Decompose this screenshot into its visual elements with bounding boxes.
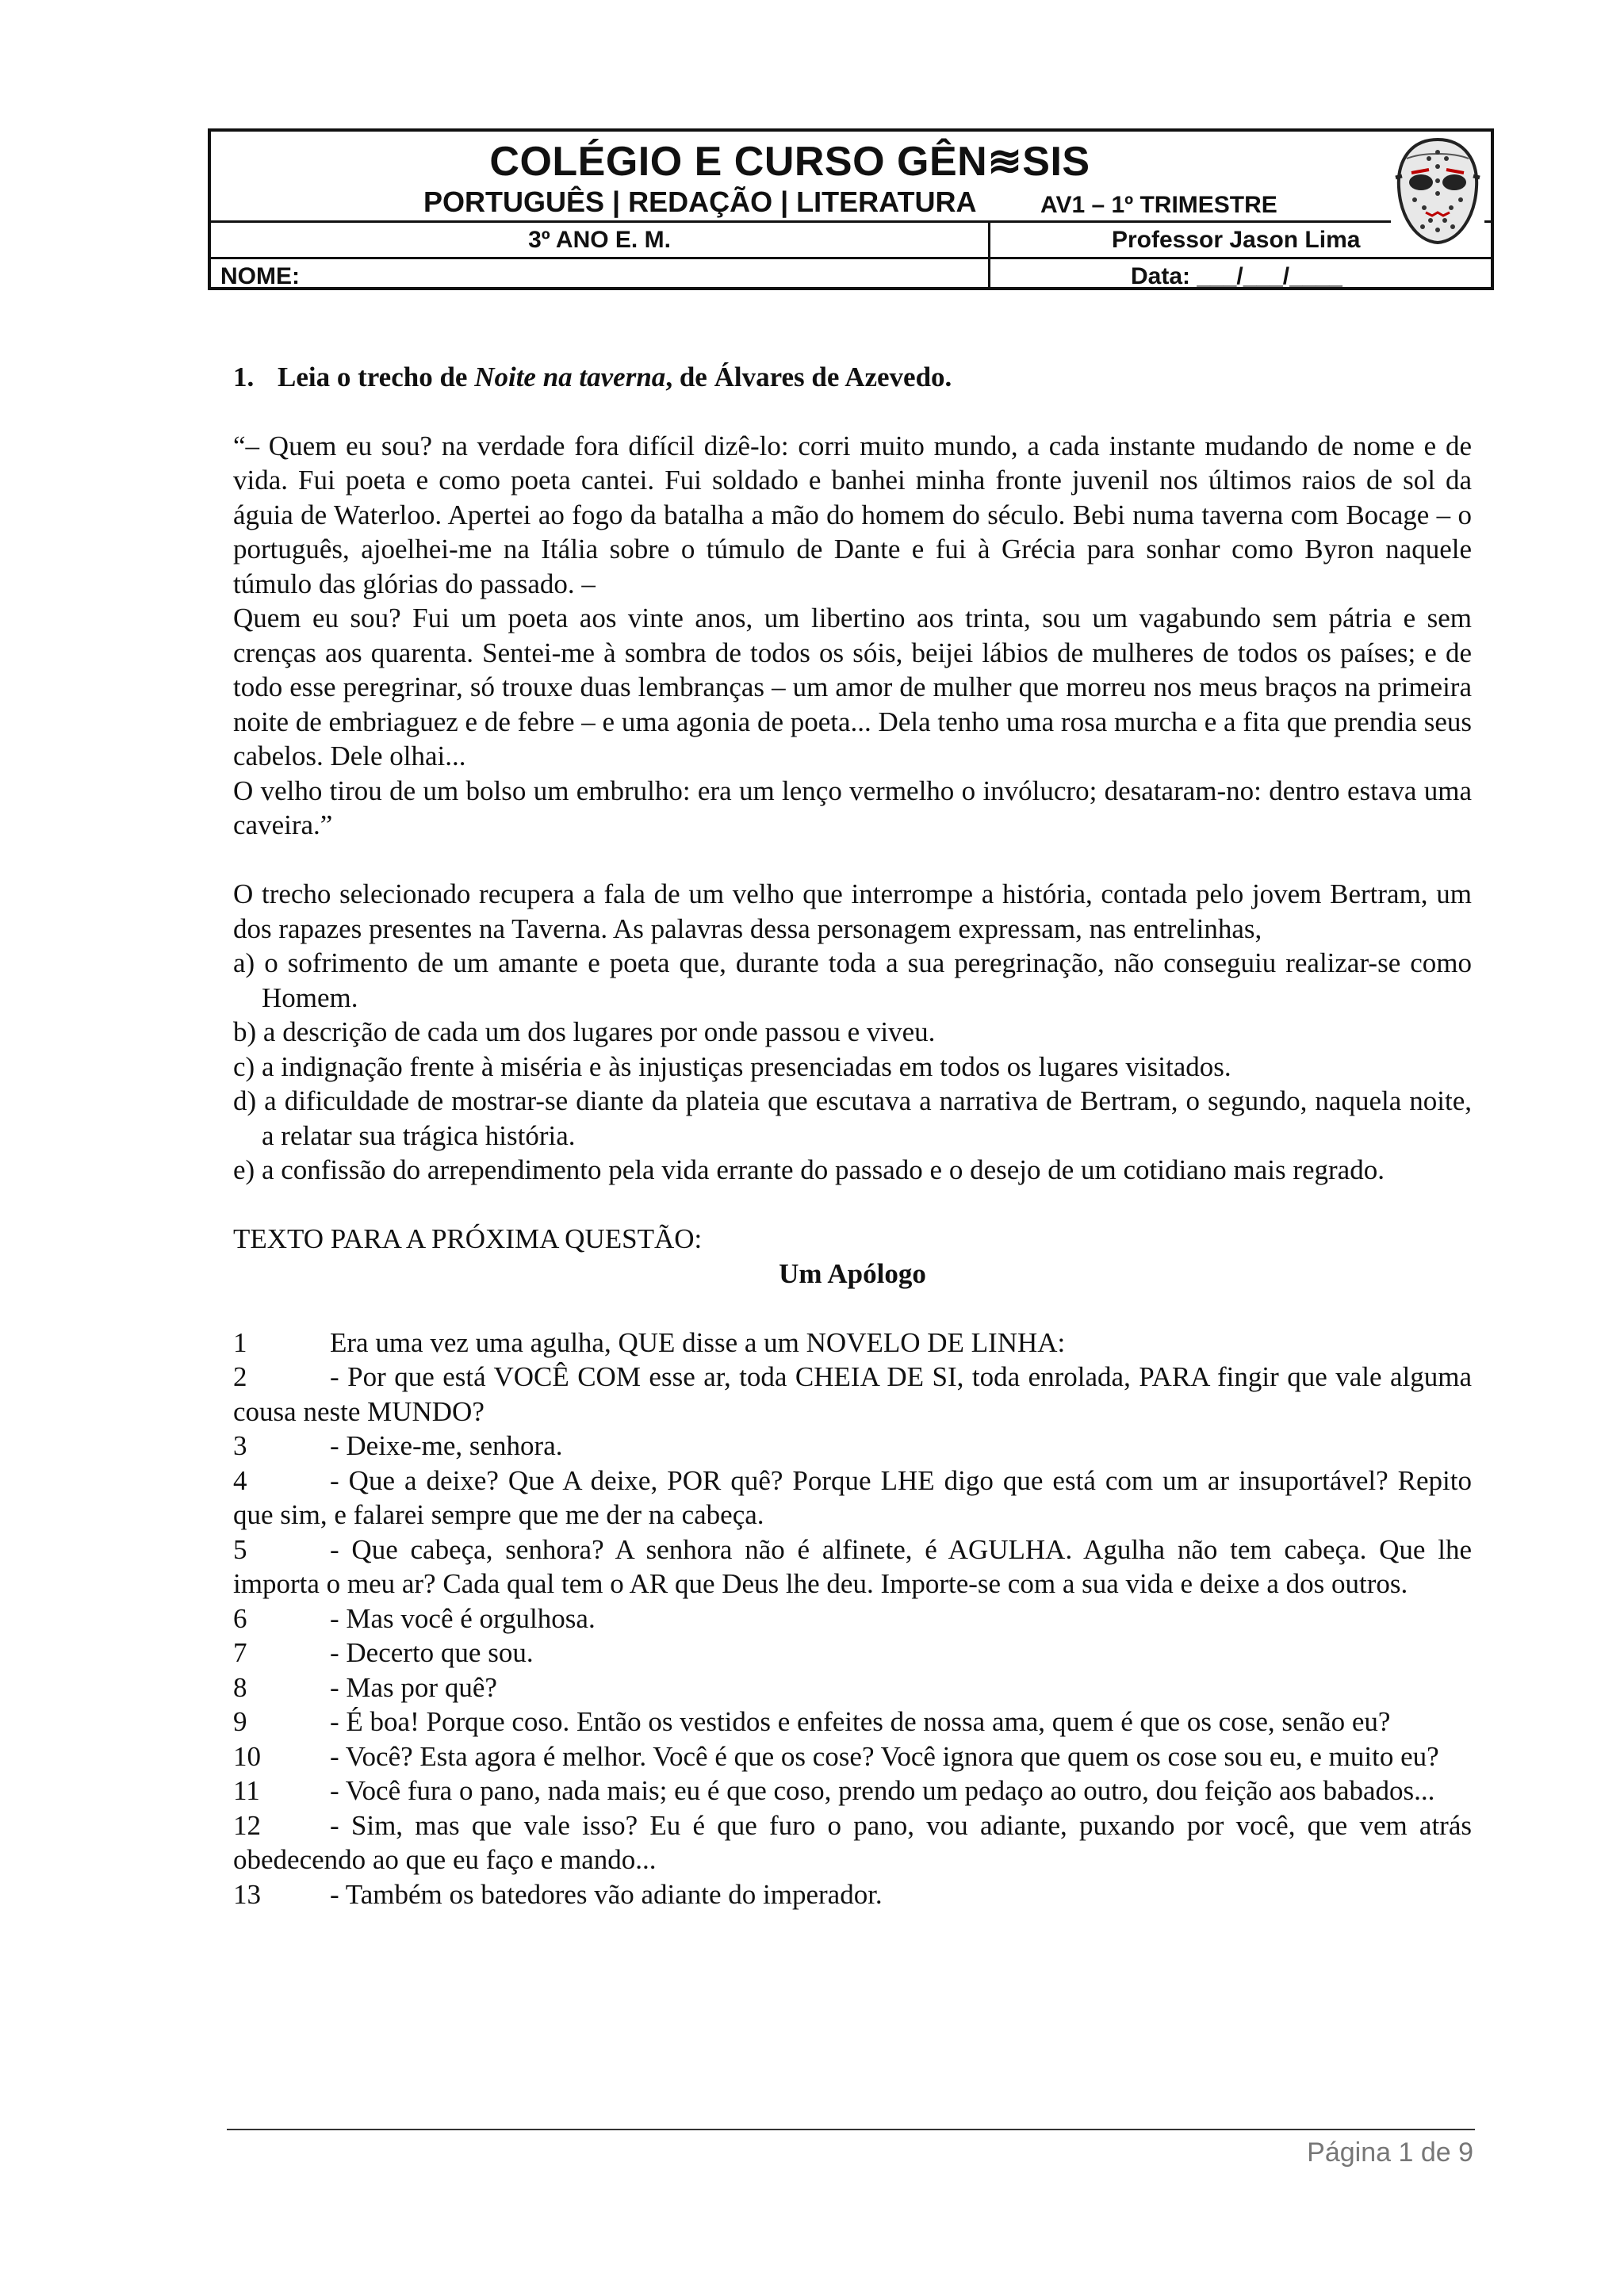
line-text: - Por que está VOCÊ COM esse ar, toda CHEIA DE SI, toda enrolada, PARA fingir que vale alguma cousa neste MUNDO? bbox=[233, 1361, 1472, 1427]
exam-content bbox=[233, 360, 1472, 1911]
quote-paragraph: O velho tirou de um bolso um embrulho: era um lenço vermelho o invólucro; desataram-no: dentro estava uma caveira.” bbox=[233, 775, 1472, 840]
line-number: 9 bbox=[233, 1706, 247, 1737]
header-title-row bbox=[211, 132, 1491, 220]
answer-option-e[interactable]: e) a confissão do arrependimento pela vida errante do passado e o desejo de um cotidiano mais regrado. bbox=[233, 1154, 1385, 1185]
school-name: COLÉGIO E CURSO GÊN≋SIS bbox=[489, 139, 1090, 185]
line-number: 8 bbox=[233, 1671, 247, 1703]
numbered-text bbox=[233, 1326, 1472, 1912]
line-text: - É boa! Porque coso. Então os vestidos e enfeites de nossa ama, quem é que os cose, senão eu? bbox=[330, 1706, 1391, 1737]
line-number: 2 bbox=[233, 1361, 247, 1392]
hockey-mask-icon bbox=[1391, 135, 1484, 246]
text-line bbox=[233, 1636, 1472, 1670]
teacher-label: Professor Jason Lima bbox=[1112, 227, 1361, 253]
line-number: 12 bbox=[233, 1809, 261, 1841]
question-number: 1. bbox=[233, 362, 255, 392]
line-number: 13 bbox=[233, 1878, 261, 1910]
answer-option-a[interactable]: a) o sofrimento de um amante e poeta que, durante toda a sua peregrinação, não conseguiu realizar-se como Homem. bbox=[233, 947, 1472, 1013]
line-text: - Que cabeça, senhora? A senhora não é alfinete, é AGULHA. Agulha não tem cabeça. Que lhe importa o meu ar? Cada qual tem o AR que Deus lhe deu. Importe-se com a sua vida e deixe a dos outros. bbox=[233, 1533, 1472, 1599]
text-line bbox=[233, 1601, 1472, 1636]
answer-option-b[interactable]: b) a descrição de cada um dos lugares por onde passou e viveu. bbox=[233, 1016, 936, 1047]
text-line bbox=[233, 1670, 1472, 1705]
text-line bbox=[233, 1533, 1472, 1601]
question-1-title: 1. Leia o trecho de Noite na taverna, de Álvares de Azevedo. bbox=[233, 360, 1472, 395]
line-number: 10 bbox=[233, 1740, 261, 1772]
line-number: 3 bbox=[233, 1430, 247, 1461]
line-text: - Deixe-me, senhora. bbox=[330, 1430, 563, 1461]
line-text: - Também os batedores vão adiante do imperador. bbox=[330, 1878, 883, 1910]
line-number: 7 bbox=[233, 1637, 247, 1668]
footer-divider bbox=[227, 2129, 1475, 2130]
text-line bbox=[233, 1429, 1472, 1464]
text-line bbox=[233, 1360, 1472, 1429]
line-text: - Mas por quê? bbox=[330, 1671, 497, 1703]
work-title: Noite na taverna bbox=[474, 362, 666, 392]
grade-label: 3º ANO E. M. bbox=[528, 227, 671, 253]
quote-paragraph: Quem eu sou? Fui um poeta aos vinte anos, um libertino aos trinta, sou um vagabundo sem pátria e sem crenças aos quarenta. Sentei-me à sombra de todos os sóis, beijei lábios de mulheres de todos os países; e de todo esse peregrinar, só trouxe duas lembranças – um amor de mulher que morreu nos meus braços na primeira noite de embriaguez e de febre – e uma agonia de poeta... Dela tenho uma rosa murcha e a fita que prendia seus cabelos. Dele olhai... bbox=[233, 603, 1472, 771]
next-text-intro: TEXTO PARA A PRÓXIMA QUESTÃO: bbox=[233, 1223, 703, 1254]
line-number: 1 bbox=[233, 1326, 247, 1358]
text-line bbox=[233, 1774, 1472, 1808]
text-line bbox=[233, 1877, 1472, 1912]
question-prompt: O trecho selecionado recupera a fala de um velho que interrompe a história, contada pelo jovem Bertram, um dos rapazes presentes na Taverna. As palavras dessa personagem expressam, nas entrelinhas, bbox=[233, 878, 1472, 944]
header-name-row bbox=[211, 257, 1491, 290]
line-number: 11 bbox=[233, 1775, 260, 1806]
line-number: 4 bbox=[233, 1464, 247, 1496]
answer-option-c[interactable]: c) a indignação frente à miséria e às injustiças presenciadas em todos os lugares visitados. bbox=[233, 1050, 1231, 1082]
line-number: 5 bbox=[233, 1533, 247, 1565]
page-number: Página 1 de 9 bbox=[1307, 2137, 1473, 2168]
line-text: - Você fura o pano, nada mais; eu é que coso, prendo um pedaço ao outro, dou feição aos babados... bbox=[330, 1775, 1435, 1806]
line-text: - Mas você é orgulhosa. bbox=[330, 1602, 596, 1634]
line-text: Era uma vez uma agulha, QUE disse a um NOVELO DE LINHA: bbox=[330, 1326, 1066, 1358]
line-number: 6 bbox=[233, 1602, 247, 1634]
date-field-label: Data: ___/___/____ bbox=[1131, 263, 1342, 289]
line-text: - Sim, mas que vale isso? Eu é que furo o pano, vou adiante, puxando por você, que vem atrás obedecendo ao que eu faço e mando... bbox=[233, 1809, 1472, 1875]
quote-paragraph: “– Quem eu sou? na verdade fora difícil dizê-lo: corri muito mundo, a cada instante mudando de nome e de vida. Fui poeta e como poeta cantei. Fui soldado e banhei minha fronte juvenil nos últimos raios de sol da águia de Waterloo. Apertei ao fogo da batalha a mão do homem do século. Bebi numa taverna com Bocage – o português, ajoelhei-me na Itália sobre o túmulo de Dante e fui à Grécia para sonhar como Byron naquele túmulo das glórias do passado. – bbox=[233, 430, 1472, 599]
subjects-title: PORTUGUÊS | REDAÇÃO | LITERATURA bbox=[423, 186, 977, 218]
text-title: Um Apólogo bbox=[779, 1257, 926, 1289]
line-text: - Você? Esta agora é melhor. Você é que os cose? Você ignora que quem os cose sou eu, e muito eu? bbox=[330, 1740, 1439, 1772]
text-line bbox=[233, 1464, 1472, 1533]
name-field-label: NOME: bbox=[220, 263, 300, 289]
text-line bbox=[233, 1739, 1472, 1774]
exam-header bbox=[208, 128, 1494, 290]
header-divider bbox=[988, 223, 990, 257]
exam-label: AV1 – 1º TRIMESTRE bbox=[1040, 192, 1277, 218]
answer-option-d[interactable]: d) a dificuldade de mostrar-se diante da plateia que escutava a narrativa de Bertram, o segundo, naquela noite, a relatar sua trágica história. bbox=[233, 1085, 1472, 1151]
text-line bbox=[233, 1326, 1472, 1360]
header-divider bbox=[988, 259, 990, 290]
line-text: - Que a deixe? Que A deixe, POR quê? Porque LHE digo que está com um ar insuportável? Repito que sim, e falarei sempre que me der na cabeça. bbox=[233, 1464, 1472, 1530]
text-line bbox=[233, 1808, 1472, 1877]
header-grade-row bbox=[211, 220, 1491, 257]
line-text: - Decerto que sou. bbox=[330, 1637, 534, 1668]
text-line bbox=[233, 1705, 1472, 1739]
